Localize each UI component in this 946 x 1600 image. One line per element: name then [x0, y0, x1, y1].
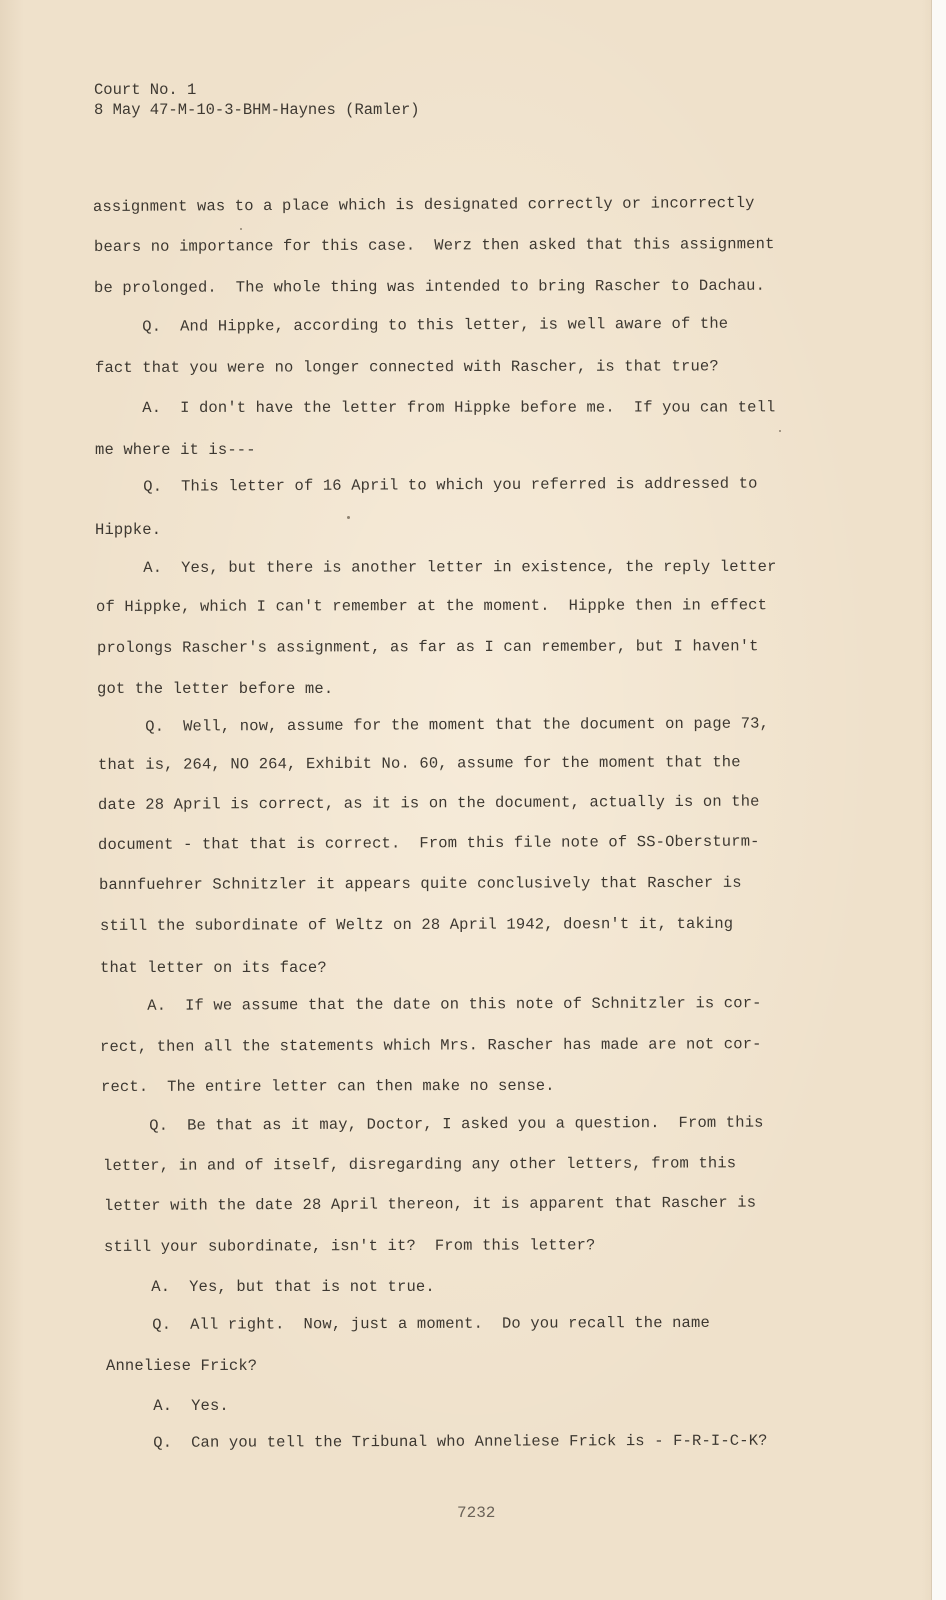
transcript-line: Q. All right. Now, just a moment. Do you recall the name [104, 1313, 710, 1334]
transcript-line: Q. Well, now, assume for the moment that the document on page 73, [97, 714, 770, 736]
transcript-line: assignment was to a place which is designated correctly or incorrectly [92, 193, 755, 216]
transcript-line: Hippke. [95, 521, 162, 539]
transcript-line: A. Yes, but there is another letter in existence, the reply letter [95, 557, 777, 577]
transcript-line: that is, 264, NO 264, Exhibit No. 60, assume for the moment that the [97, 753, 741, 774]
page-number: 7232 [457, 1504, 496, 1522]
session-reference: 8 May 47-M-10-3-BHM-Haynes (Ramler) [94, 101, 420, 119]
transcript-line: A. Yes, but that is not true. [104, 1278, 435, 1296]
transcript-line: that letter on its face? [100, 959, 327, 977]
transcript-line: still the subordinate of Weltz on 28 April 1942, doesn't it, taking [99, 914, 734, 935]
transcript-line: still your subordinate, isn't it? From this letter? [103, 1236, 596, 1256]
paper-speck [347, 516, 350, 519]
transcript-line: Anneliese Frick? [106, 1357, 258, 1375]
paper-speck [779, 430, 781, 432]
transcript-line: Q. And Hippke, according to this letter, is well aware of the [94, 314, 729, 336]
transcript-line: letter with the date 28 April thereon, it is apparent that Rascher is [103, 1193, 757, 1215]
transcript-line: rect. The entire letter can then make no sense. [100, 1076, 555, 1096]
transcript-line: fact that you were no longer connected with Rascher, is that true? [94, 357, 719, 377]
transcript-line: letter, in and of itself, disregarding any other letters, from this [102, 1154, 737, 1175]
transcript-line: A. I don't have the letter from Hippke before me. If you can tell [94, 398, 776, 417]
transcript-line: Q. Be that as it may, Doctor, I asked you a question. From this [101, 1113, 764, 1135]
transcript-line: prolongs Rascher's assignment, as far as I can remember, but I haven't [96, 637, 759, 657]
transcript-line: of Hippke, which I can't remember at the moment. Hippke then in effect [95, 596, 768, 616]
transcript-line: A. If we assume that the date on this note of Schnitzler is cor- [99, 994, 762, 1015]
page-edge [931, 0, 946, 1600]
transcript-line: document - that that is correct. From this file note of SS-Obersturm- [97, 832, 760, 854]
transcript-line: be prolonged. The whole thing was intended to bring Rascher to Dachau. [93, 276, 766, 297]
transcript-line: Q. This letter of 16 April to which you referred is addressed to [95, 474, 758, 496]
transcript-line: rect, then all the statements which Mrs. Rascher has made are not cor- [99, 1035, 762, 1056]
transcript-line: bears no importance for this case. Werz then asked that this assignment [93, 235, 775, 256]
paper-speck [240, 228, 242, 230]
transcript-line: me where it is--- [95, 441, 256, 459]
transcript-line: Q. Can you tell the Tribunal who Anneliese Frick is - F-R-I-C-K? [105, 1431, 768, 1452]
transcript-line: got the letter before me. [97, 680, 334, 698]
document-header [94, 80, 420, 120]
court-number: Court No. 1 [94, 81, 197, 99]
transcript-line: date 28 April is correct, as it is on the document, actually is on the [97, 792, 760, 814]
transcript-line: A. Yes. [106, 1397, 229, 1415]
transcript-line: bannfuehrer Schnitzler it appears quite conclusively that Rascher is [98, 873, 742, 894]
